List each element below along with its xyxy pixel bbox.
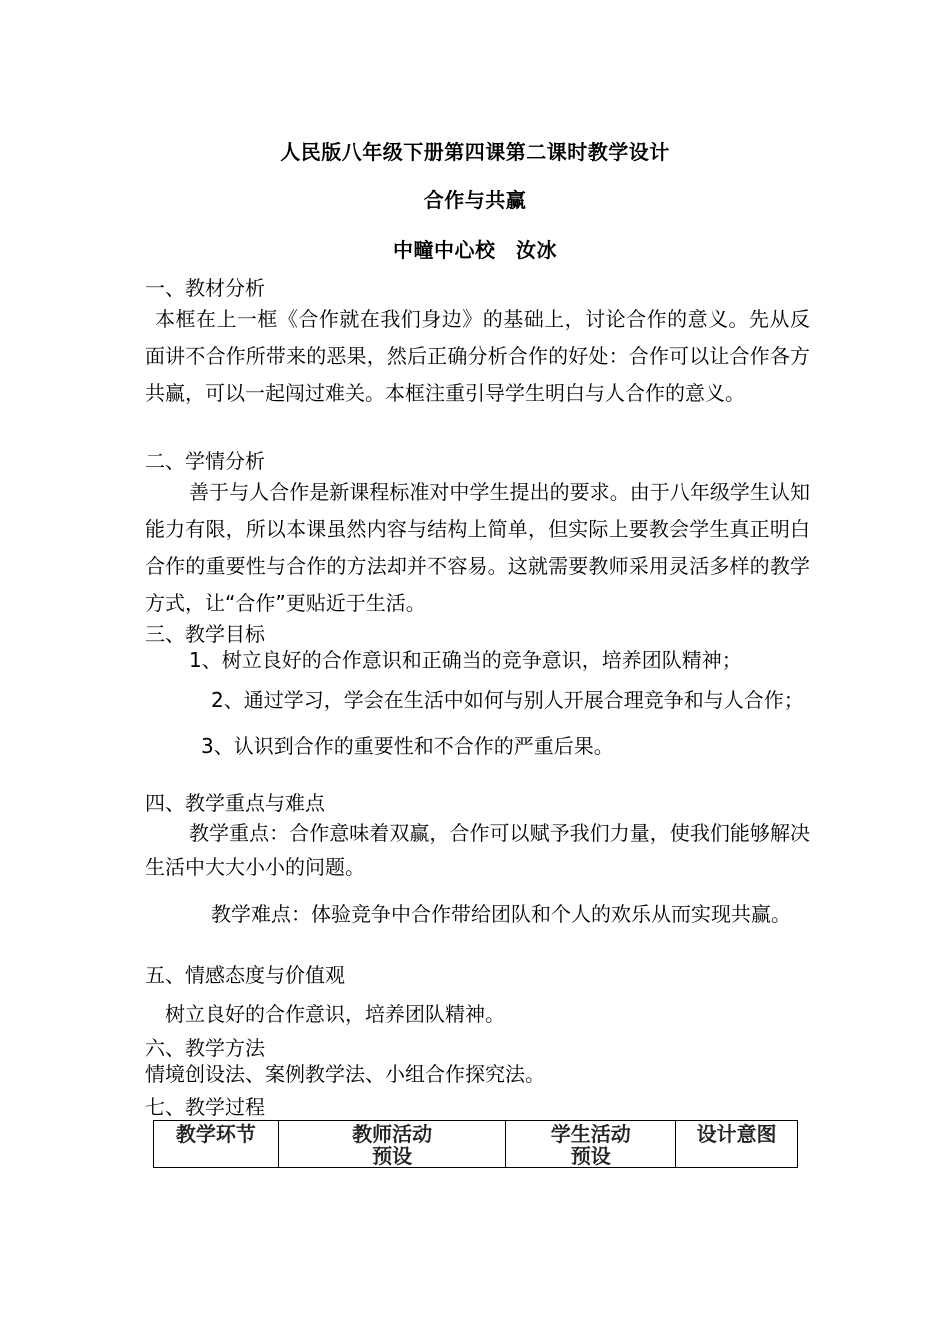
goal-item-3: 3、认识到合作的重要性和不合作的严重后果。 [201, 734, 614, 758]
section-student-analysis [145, 448, 810, 622]
teaching-process-table [153, 1120, 798, 1168]
section-heading: 一、教材分析 [145, 276, 265, 300]
section-paragraph: 情境创设法、案例教学法、小组合作探究法。 [145, 1062, 545, 1086]
section-paragraph: 善于与人合作是新课程标准对中学生提出的要求。由于八年级学生认知能力有限，所以本课虽然内容与结构上简单，但实际上要教会学生真正明白合作的重要性与合作的方法却并不容易。这就需要教师采用灵活多样的教学方式，让“合作”更贴近于生活。 [145, 480, 810, 615]
table-header-design-intent: 设计意图 [676, 1121, 798, 1168]
section-key-points [145, 790, 810, 933]
section-paragraph: 树立良好的合作意识，培养团队精神。 [165, 1002, 505, 1026]
table-header-teacher-activity: 教师活动 预设 [278, 1121, 506, 1168]
section-values [145, 962, 810, 1033]
document-subtitle: 合作与共赢 [423, 188, 527, 212]
section-teaching-goals [145, 621, 810, 765]
goal-item-2: 2、通过学习，学会在生活中如何与别人开展合理竞争和与人合作； [211, 688, 804, 712]
section-teaching-process [145, 1094, 810, 1120]
section-heading: 六、教学方法 [145, 1036, 265, 1060]
document-author: 中疃中心校 汝冰 [393, 238, 557, 262]
section-heading: 三、教学目标 [145, 622, 265, 646]
document-title: 人民版八年级下册第四课第二课时教学设计 [280, 140, 670, 164]
section-heading: 五、情感态度与价值观 [145, 963, 345, 987]
section-heading: 七、教学过程 [145, 1095, 265, 1119]
difficulty-point: 教学难点：体验竞争中合作带给团队和个人的欢乐从而实现共赢。 [211, 902, 791, 926]
table-header-student-activity: 学生活动 预设 [506, 1121, 676, 1168]
section-heading: 二、学情分析 [145, 449, 265, 473]
section-heading: 四、教学重点与难点 [145, 791, 325, 815]
section-teaching-methods [145, 1035, 810, 1087]
table-header-stage: 教学环节 [154, 1121, 279, 1168]
goal-item-1: 1、树立良好的合作意识和正确当的竞争意识，培养团队精神； [189, 648, 742, 672]
section-paragraph: 本框在上一框《合作就在我们身边》的基础上，讨论合作的意义。先从反面讲不合作所带来的恶果，然后正确分析合作的好处：合作可以让合作各方共赢，可以一起闯过难关。本框注重引导学生明白与人合作的意义。 [145, 307, 810, 405]
key-point: 教学重点：合作意味着双赢，合作可以赋予我们力量，使我们能够解决生活中大大小小的问题。 [145, 821, 810, 879]
table-header-row [154, 1121, 798, 1168]
section-textbook-analysis [145, 275, 810, 412]
